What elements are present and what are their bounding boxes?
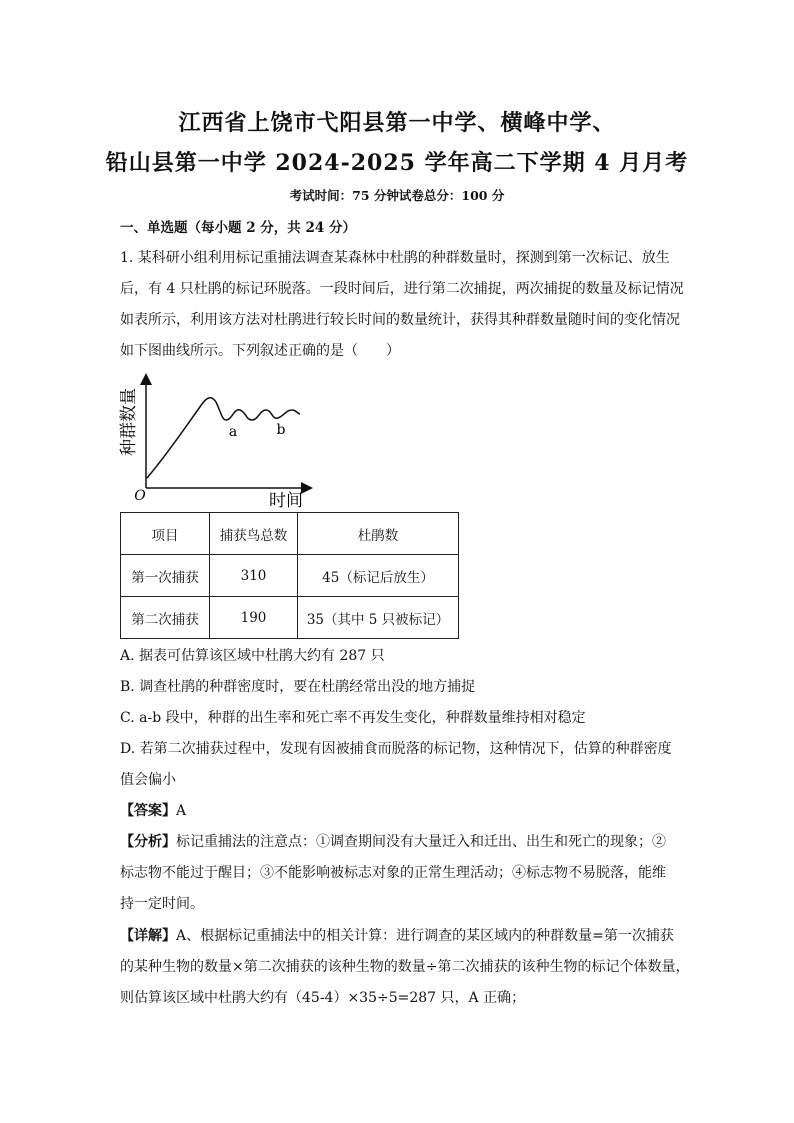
answer-label: 【答案】 (120, 803, 176, 819)
answer-value: A (176, 803, 187, 819)
table-cell: 第一次捕获 (121, 555, 210, 597)
population-curve-graph (114, 372, 314, 510)
section-heading: 一、单选题（每小题 2 分，共 24 分） (120, 220, 356, 236)
y-axis-label: 种群数量 (119, 388, 139, 456)
page-title-line1: 江西省上饶市弋阳县第一中学、横峰中学、 (178, 110, 616, 136)
detail-text: A、根据标记重捕法中的相关计算：进行调查的某区域内的种群数量=第一次捕获 (176, 928, 674, 944)
question-stem-line: 如表所示，利用该方法对杜鹃进行较长时间的数量统计，获得其种群数量随时间的变化情况 (120, 312, 680, 328)
point-a-label: a (228, 424, 238, 440)
point-b-label: b (276, 422, 286, 438)
capture-table (120, 512, 459, 639)
question-stem-line: 1. 某科研小组利用标记重捕法调查某森林中杜鹃的种群数量时，探测到第一次标记、放生 (120, 250, 670, 266)
exam-info: 考试时间：75 分钟试卷总分：100 分 (289, 188, 505, 203)
option-d-continued: 值会偏小 (120, 772, 176, 788)
question-stem-line: 如下图曲线所示。下列叙述正确的是（ ） (120, 343, 400, 359)
table-row (121, 597, 459, 639)
table-cell: 310 (210, 555, 298, 597)
detail-line: 则估算该区域中杜鹃大约有（45-4）×35÷5=287 只，A 正确； (120, 990, 526, 1006)
page-title-line2: 铅山县第一中学 2024-2025 学年高二下学期 4 月月考 (105, 150, 689, 176)
detail-label: 【详解】 (120, 928, 176, 944)
option-a: A. 据表可估算该区域中杜鹃大约有 287 只 (120, 648, 385, 664)
origin-label: O (134, 488, 146, 504)
detail-line (120, 926, 680, 946)
analysis-line (120, 832, 680, 852)
question-stem-line: 后，有 4 只杜鹃的标记环脱落。一段时间后，进行第二次捕捉，两次捕捉的数量及标记情况 (120, 281, 684, 297)
table-cell: 第二次捕获 (121, 597, 210, 639)
analysis-line: 持一定时间。 (120, 896, 204, 912)
table-header-cell: 杜鹃数 (298, 513, 459, 555)
option-d: D. 若第二次捕获过程中，发现有因被捕食而脱落的标记物，这种情况下，估算的种群密度 (120, 741, 672, 757)
detail-line: 的某种生物的数量×第二次捕获的该种生物的数量÷第二次捕获的该种生物的标记个体数量， (120, 959, 690, 975)
option-b: B. 调查杜鹃的种群密度时，要在杜鹃经常出没的地方捕捉 (120, 679, 476, 695)
analysis-line: 标志物不能过于醒目；③不能影响被标志对象的正常生理活动；④标志物不易脱落，能维 (120, 865, 666, 881)
table-cell: 190 (210, 597, 298, 639)
analysis-text: 标记重捕法的注意点：①调查期间没有大量迁入和迁出、出生和死亡的现象；② (176, 834, 666, 850)
table-header-cell: 项目 (121, 513, 210, 555)
x-axis-label: 时间 (269, 491, 303, 510)
table-cell: 45（标记后放生） (298, 555, 459, 597)
table-header-cell: 捕获鸟总数 (210, 513, 298, 555)
table-row (121, 555, 459, 597)
answer-line (120, 801, 680, 821)
table-cell: 35（其中 5 只被标记） (298, 597, 459, 639)
table-header-row (121, 513, 459, 555)
analysis-label: 【分析】 (120, 834, 176, 850)
option-c: C. a-b 段中，种群的出生率和死亡率不再发生变化，种群数量维持相对稳定 (120, 710, 586, 726)
